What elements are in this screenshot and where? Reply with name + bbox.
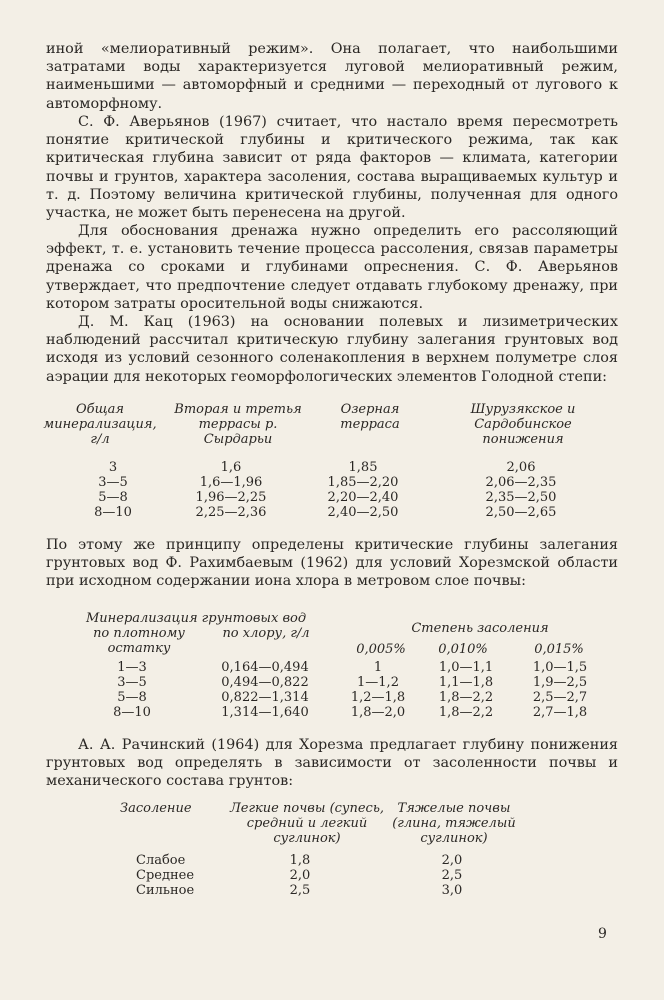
- table1-header-lake-terrace: Озерная терраса: [340, 402, 400, 432]
- table2-header-chlorine: по хлору, г/л: [222, 626, 310, 641]
- table3-header-heavy-soils: Тяжелые почвы (глина, тяжелый суглинок): [392, 801, 516, 846]
- table1-header-depressions: Шурузякское и Сардобинское понижения: [470, 402, 576, 447]
- table1-header-mineralization: Общая минерализация, г/л: [43, 402, 157, 447]
- page-number: 9: [598, 926, 607, 942]
- paragraph-6: А. А. Рачинский (1964) для Хорезма предлагает глубину понижения грунтовых вод определять в зависимости от засоленности почвы и механического состава грунтов:: [46, 737, 618, 790]
- paragraph-5: По этому же принципу определены критические глубины залегания грунтовых вод Ф. Рахимбаевым (1962) для условий Хорезмской области при исходном содержании иона хлора в метровом слое почвы:: [46, 537, 618, 590]
- table3-header-light-soils: Легкие почвы (супесь, средний и легкий суглинок): [229, 801, 385, 846]
- table3-header-salinity: Засоление: [120, 801, 192, 816]
- table2-header-salinity-degree: Степень засоления: [411, 621, 549, 636]
- table2-header-mineralization: Минерализация грунтовых вод: [86, 611, 307, 626]
- paragraph-1: иной «мелиоративный режим». Она полагает, что наибольшими затратами воды характеризуется луговой мелиоративный режим, наименьшими — автоморфный и средними — переходный от лугового к автоморфному.: [46, 41, 618, 112]
- table2-header-dense-residue: по плотному остатку: [93, 626, 185, 656]
- table1-header-terraces: Вторая и третья террасы р. Сырдарьи: [174, 402, 302, 447]
- paragraph-2: С. Ф. Аверьянов (1967) считает, что настало время пересмотреть понятие критической глубины и критического режима, так как критическая глубина зависит от ряда факторов — климата, категории почвы и грунтов, характера засоления, состава выращиваемых культур и т. д. Поэтому величина критической глубины, полученная для одного участка, не может быть перенесена на другой.: [46, 114, 618, 222]
- document-page: иной «мелиоративный режим». Она полагает, что наибольшими затратами воды характеризуется луговой мелиоративный режим, наименьшими — автоморфный и средними — переходный от лугового к автоморфному. С. Ф. Аверьянов (1967) считает, что настало время пересмотреть понятие критической глубины и критического режима, так как критическая глубина зависит от ряда факторов — климата, категории почвы и грунтов, характера засоления, состава выращиваемых культур и т. д. Поэтому величина критической глубины, полученная для одного участка, не может быть перенесена на другой. Для обоснования дренажа нужно определить его рассоляющий эффект, т. е. установить течение процесса рассоления, связав параметры дренажа со сроками и глубинами опреснения. С. Ф. Аверьянов утверждает, что предпочтение следует отдавать глубокому дренажу, при котором затраты оросительной воды снижаются. Д. М. Кац (1963) на основании полевых и лизиметрических наблюдений рассчитал критическую глубину залегания грунтовых вод исходя из условий сезонного соленакопления в верхнем полуметре слоя аэрации для некоторых геоморфологических элементов Голодной степи: Общая минерализация, г/л Вторая и третья террасы р. Сырдарьи Озерная терраса Шурузякское и Сардобинское понижения 3 1,6 1,85 2,06 3—5 1,6—1,96 1,85—2,20 2,06—2,35 5—8 1,96—2,25 2,20—2,40 2,35—2,50 8—10 2,25—2,36 2,40—2,50 2,50—2,65 По этому же принципу определены критические глубины залегания грунтовых вод Ф. Рахимбаевым (1962) для условий Хорезмской области при исходном содержании иона хлора в метровом слое почвы: Минерализация грунтовых вод по плотному остатку по хлору, г/л Степень засоления 0,005% 0,010% 0,015% 1—3 0,164—0,494 1 1,0—1,1 1,0—1,5 3—5 0,494—0,822 1—1,2 1,1—1,8 1,9—2,5 5—8 0,822—1,314 1,2—1,8 1,8—2,2 2,5—2,7 8—10 1,314—1,640 1,8—2,0 1,8—2,2 2,7—1,8 А. А. Рачинский (1964) для Хорезма предлагает глубину понижения грунтовых вод определять в зависимости от засоленности почвы и механического состава грунтов: Засоление Легкие почвы (супесь, средний и легкий суглинок) Тяжелые почвы (глина, тяжелый суглинок) Слабое 1,8 2,0 Среднее 2,0 2,5 Сильное 2,5 3,0 9: [0, 0, 664, 1000]
- table2-level-3: 0,015%: [534, 642, 584, 657]
- paragraph-3: Для обоснования дренажа нужно определить его рассоляющий эффект, т. е. установить течение процесса рассоления, связав параметры дренажа со сроками и глубинами опреснения. С. Ф. Аверьянов утверждает, что предпочтение следует отдавать глубокому дренажу, при котором затраты оросительной воды снижаются.: [46, 223, 618, 312]
- table2-level-2: 0,010%: [438, 642, 488, 657]
- table2-level-1: 0,005%: [356, 642, 406, 657]
- paragraph-4: Д. М. Кац (1963) на основании полевых и лизиметрических наблюдений рассчитал критическую глубину залегания грунтовых вод исходя из условий сезонного соленакопления в верхнем полуметре слоя аэрации для некоторых геоморфологических элементов Голодной степи:: [46, 314, 618, 385]
